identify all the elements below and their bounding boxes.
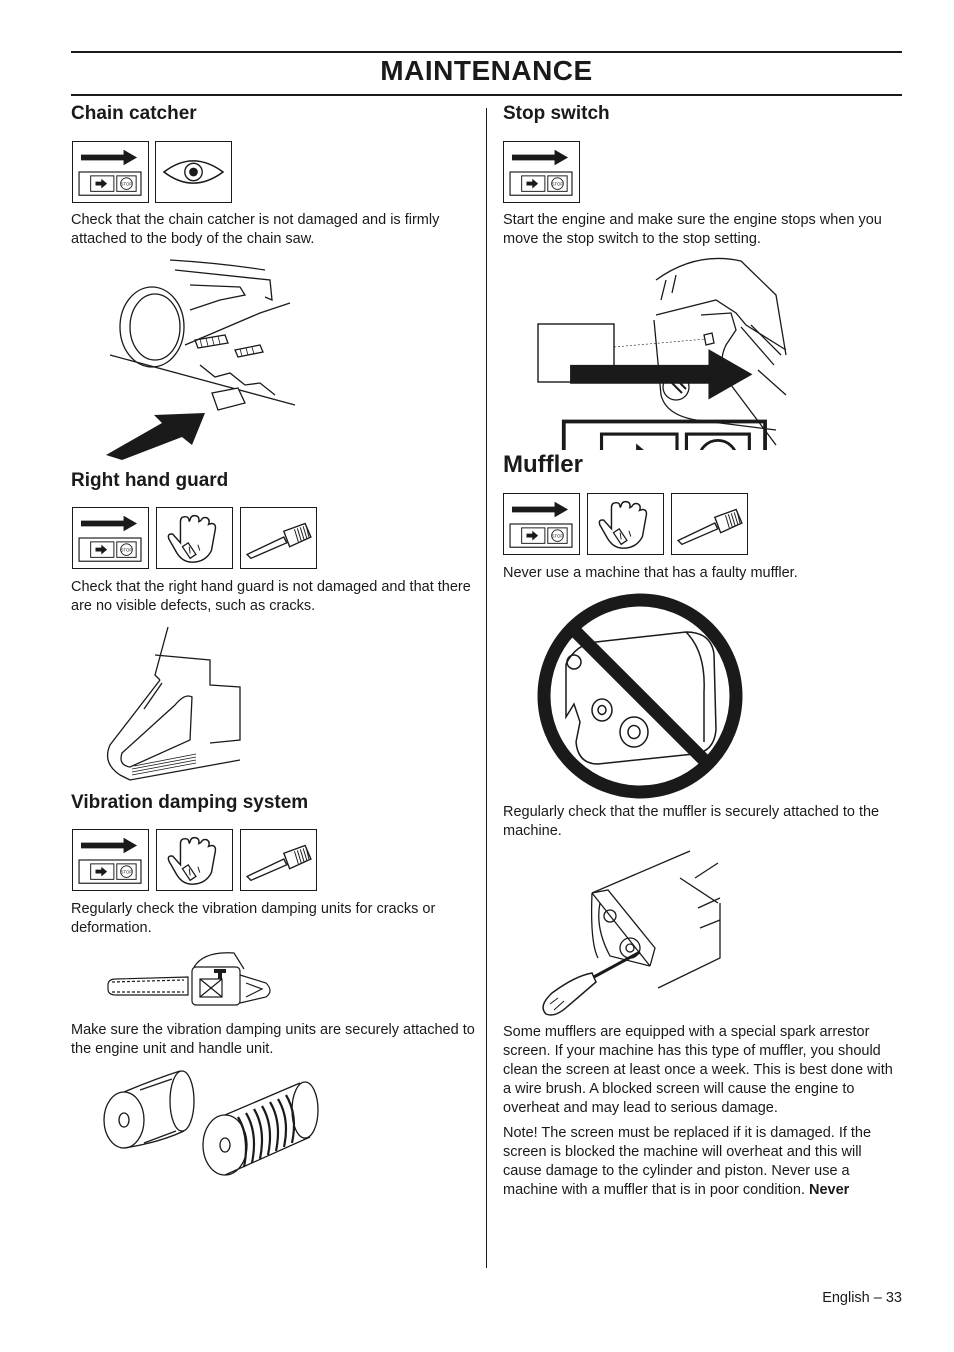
chain-catcher-illustration <box>100 255 300 460</box>
right-hand-guard-heading: Right hand guard <box>71 470 229 491</box>
vibration-damping-text-1: Regularly check the vibration damping units for cracks or deformation. <box>71 901 436 936</box>
page-title: MAINTENANCE <box>380 55 593 86</box>
protective-glove-icon <box>156 829 233 891</box>
stop-engine-icon <box>503 493 580 555</box>
faulty-muffler-prohibited-illustration <box>536 592 744 800</box>
header-rule-top <box>71 51 902 53</box>
vibration-damping-text-2: Make sure the vibration damping units are securely attached to the engine unit and handle unit. <box>71 1022 475 1057</box>
chain-catcher-heading: Chain catcher <box>71 103 197 124</box>
muffler-text-2: Regularly check that the muffler is securely attached to the machine. <box>503 804 880 839</box>
right-hand-guard-illustration <box>100 625 245 785</box>
stop-switch-illustration <box>536 255 792 450</box>
chain-catcher-text: Check that the chain catcher is not damaged and is firmly attached to the body of the chain saw. <box>71 212 440 247</box>
muffler-screwdriver-illustration <box>530 848 730 1020</box>
stop-engine-icon <box>503 141 580 203</box>
stop-engine-icon <box>72 507 149 569</box>
muffler-text-4: Note! The screen must be replaced if it is damaged. If the screen is blocked the machine will overheat and this will cause damage to the cylinder and piston. Never use a machine with a muffler that is in poor condition. Never <box>503 1125 872 1198</box>
page-number: English – 33 <box>822 1290 902 1306</box>
right-hand-guard-text: Check that the right hand guard is not damaged and that there are no visible defects, such as cracks. <box>71 579 471 614</box>
header-rule-bottom <box>71 94 902 96</box>
stop-switch-heading: Stop switch <box>503 103 610 124</box>
eye-inspect-icon <box>155 141 232 203</box>
wire-brush-icon <box>240 829 317 891</box>
chainsaw-illustration <box>104 945 276 1011</box>
column-divider <box>486 108 487 1268</box>
muffler-text-3: Some mufflers are equipped with a special spark arrestor screen. If your machine has this type of muffler, you should clean the screen at least once a week. This is best done with a wire brush. A blocked screen will cause the engine to overheat and may lead to serious damage. <box>503 1024 893 1116</box>
wire-brush-icon <box>671 493 748 555</box>
stop-engine-icon <box>72 141 149 203</box>
vibration-damping-heading: Vibration damping system <box>71 792 309 813</box>
stop-engine-icon <box>72 829 149 891</box>
stop-switch-text: Start the engine and make sure the engine stops when you move the stop switch to the stop setting. <box>503 212 882 247</box>
protective-glove-icon <box>587 493 664 555</box>
muffler-heading: Muffler <box>503 451 583 478</box>
protective-glove-icon <box>156 507 233 569</box>
muffler-text-1: Never use a machine that has a faulty muffler. <box>503 565 798 581</box>
wire-brush-icon <box>240 507 317 569</box>
damping-units-illustration <box>100 1065 325 1180</box>
